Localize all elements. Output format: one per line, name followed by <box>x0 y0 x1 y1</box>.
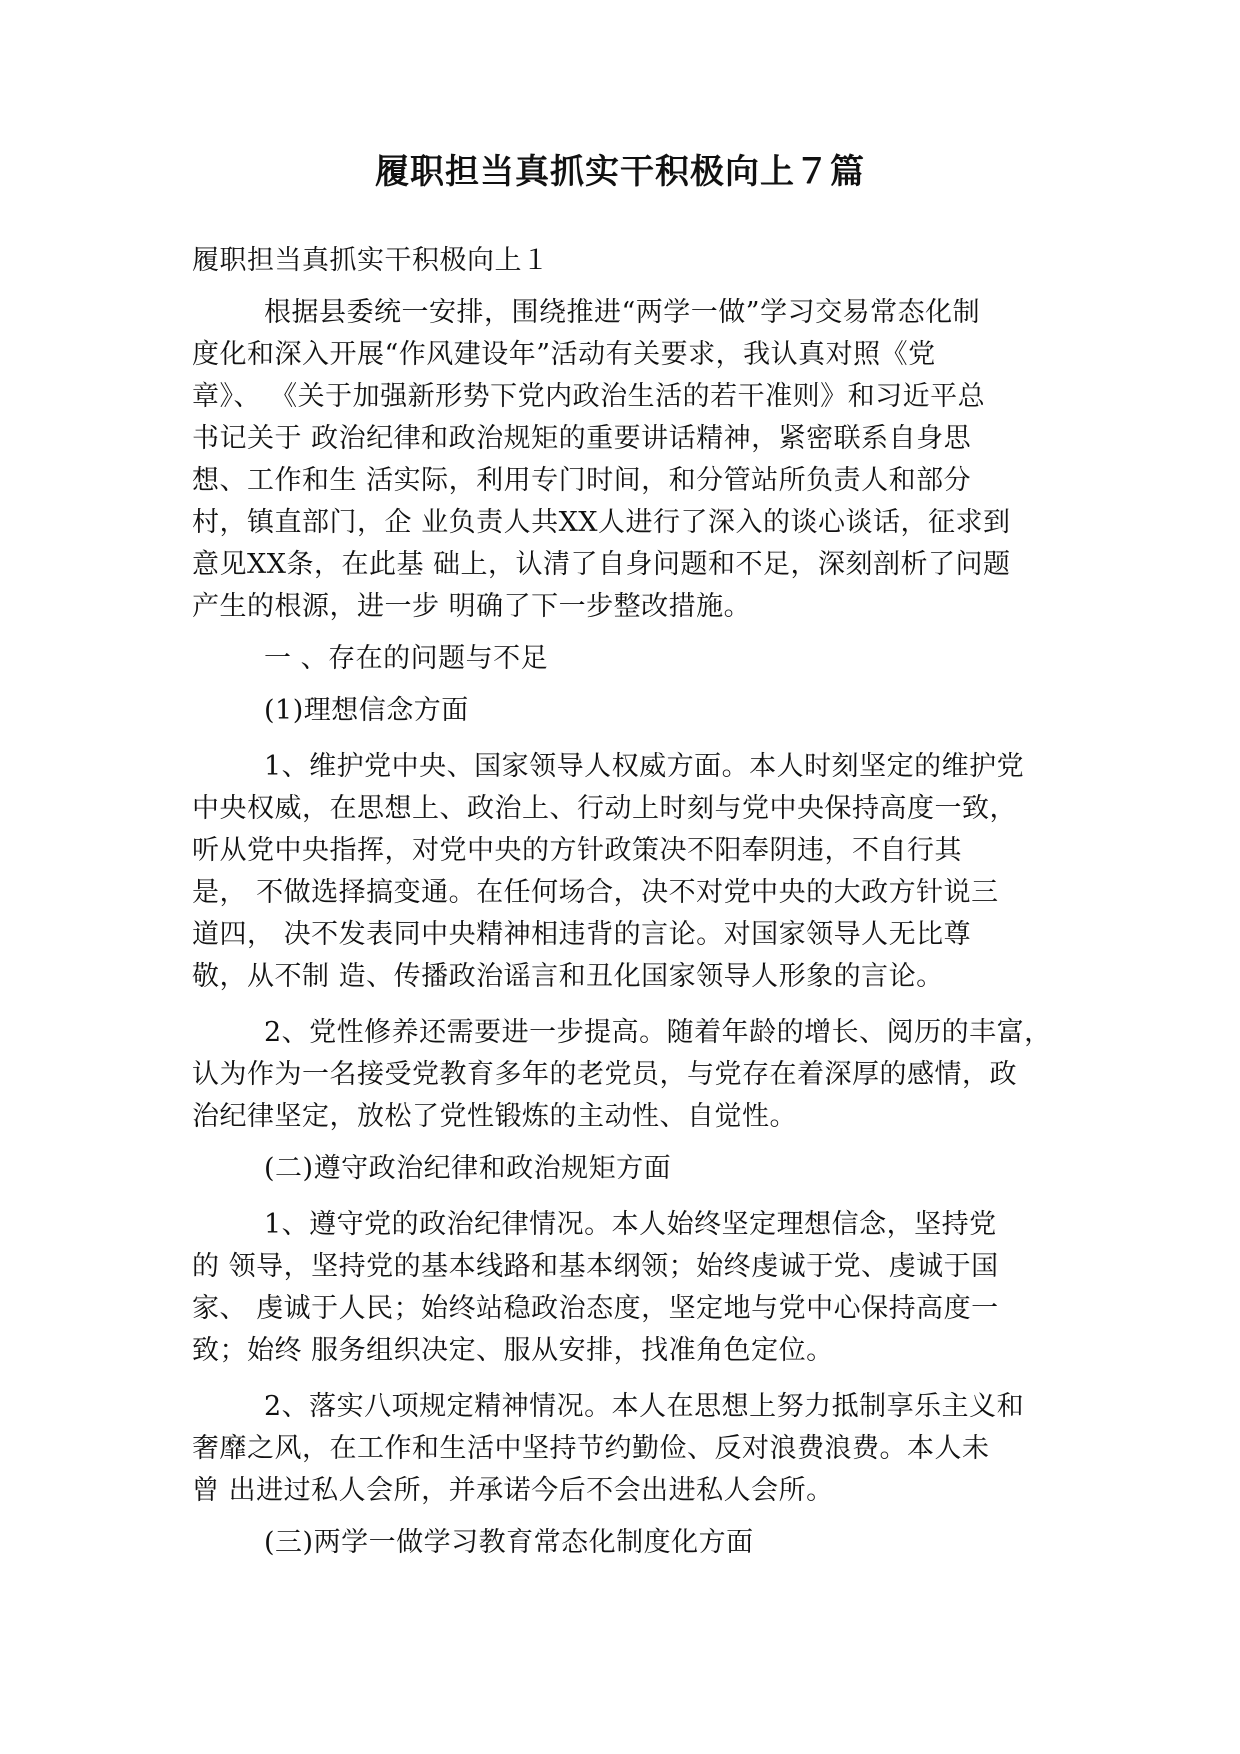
text-line: 产生的根源，进一步 明确了下一步整改措施。 <box>192 591 752 622</box>
paragraph-eight-rules <box>192 1386 1062 1512</box>
text-line: 想、工作和生 活实际，利用专门时间，和分管站所负责人和部分 <box>192 465 972 496</box>
subheading-discipline: (二)遵守政治纪律和政治规矩方面 <box>264 1153 672 1184</box>
text-line: 认为作为一名接受党教育多年的老党员，与党存在着深厚的感情，政 <box>192 1059 1017 1090</box>
text-line: 书记关于 政治纪律和政治规矩的重要讲话精神，紧密联系自身思 <box>192 423 972 454</box>
text-line: 听从党中央指挥，对党中央的方针政策决不阳奉阴违，不自行其 <box>192 835 962 866</box>
text-line: 敬，从不制 造、传播政治谣言和丑化国家领导人形象的言论。 <box>192 961 944 992</box>
text-line: 中央权威，在思想上、政治上、行动上时刻与党中央保持高度一致， <box>192 793 1017 824</box>
heading-problems: 一 、存在的问题与不足 <box>264 643 549 674</box>
text-line: 1、维护党中央、国家领导人权威方面。本人时刻坚定的维护党 <box>264 751 1025 782</box>
document-body <box>192 240 1062 1564</box>
text-line: 治纪律坚定，放松了党性锻炼的主动性、自觉性。 <box>192 1101 797 1132</box>
subheading-study-education: (三)两学一做学习教育常态化制度化方面 <box>264 1527 754 1558</box>
document-title: 履职担当真抓实干积极向上７篇 <box>375 152 865 192</box>
paragraph-party-spirit <box>192 1012 1062 1138</box>
text-line: 奢靡之风，在工作和生活中坚持节约勤俭、反对浪费浪费。本人未 <box>192 1433 990 1464</box>
text-line: 2、党性修养还需要进一步提高。随着年龄的增长、阅历的丰富， <box>264 1017 1052 1048</box>
text-line: 是， 不做选择搞变通。在任何场合，决不对党中央的大政方针说三 <box>192 877 999 908</box>
subheading-ideals: (1)理想信念方面 <box>264 695 469 726</box>
text-line: 1、遵守党的政治纪律情况。本人始终坚定理想信念，坚持党 <box>264 1209 997 1240</box>
paragraph-intro <box>192 292 1062 628</box>
text-line: 曾 出进过私人会所，并承诺今后不会出进私人会所。 <box>192 1475 834 1506</box>
text-line: 意见XX条，在此基 础上，认清了自身问题和不足，深刻剖析了问题 <box>192 549 1011 580</box>
text-line: 度化和深入开展“作风建设年”活动有关要求，我认真对照《党 <box>192 339 936 370</box>
text-line: 村，镇直部门，企 业负责人共XX人进行了深入的谈心谈话，征求到 <box>192 507 1011 538</box>
text-line: 2、落实八项规定精神情况。本人在思想上努力抵制享乐主义和 <box>264 1391 1025 1422</box>
text-line: 章》、 《关于加强新形势下党内政治生活的若干准则》和习近平总 <box>192 381 986 412</box>
section-title: 履职担当真抓实干积极向上１ <box>192 245 550 276</box>
text-line: 根据县委统一安排，围绕推进“两学一做”学习交易常态化制 <box>264 297 981 328</box>
text-line: 的 领导，坚持党的基本线路和基本纲领；始终虔诚于党、虔诚于国 <box>192 1251 999 1282</box>
text-line: 道四， 决不发表同中央精神相违背的言论。对国家领导人无比尊 <box>192 919 972 950</box>
paragraph-authority <box>192 746 1062 998</box>
text-line: 致；始终 服务组织决定、服从安排，找准角色定位。 <box>192 1335 834 1366</box>
paragraph-political-discipline <box>192 1204 1062 1372</box>
text-line: 家、 虔诚于人民；始终站稳政治态度，坚定地与党中心保持高度一 <box>192 1293 999 1324</box>
